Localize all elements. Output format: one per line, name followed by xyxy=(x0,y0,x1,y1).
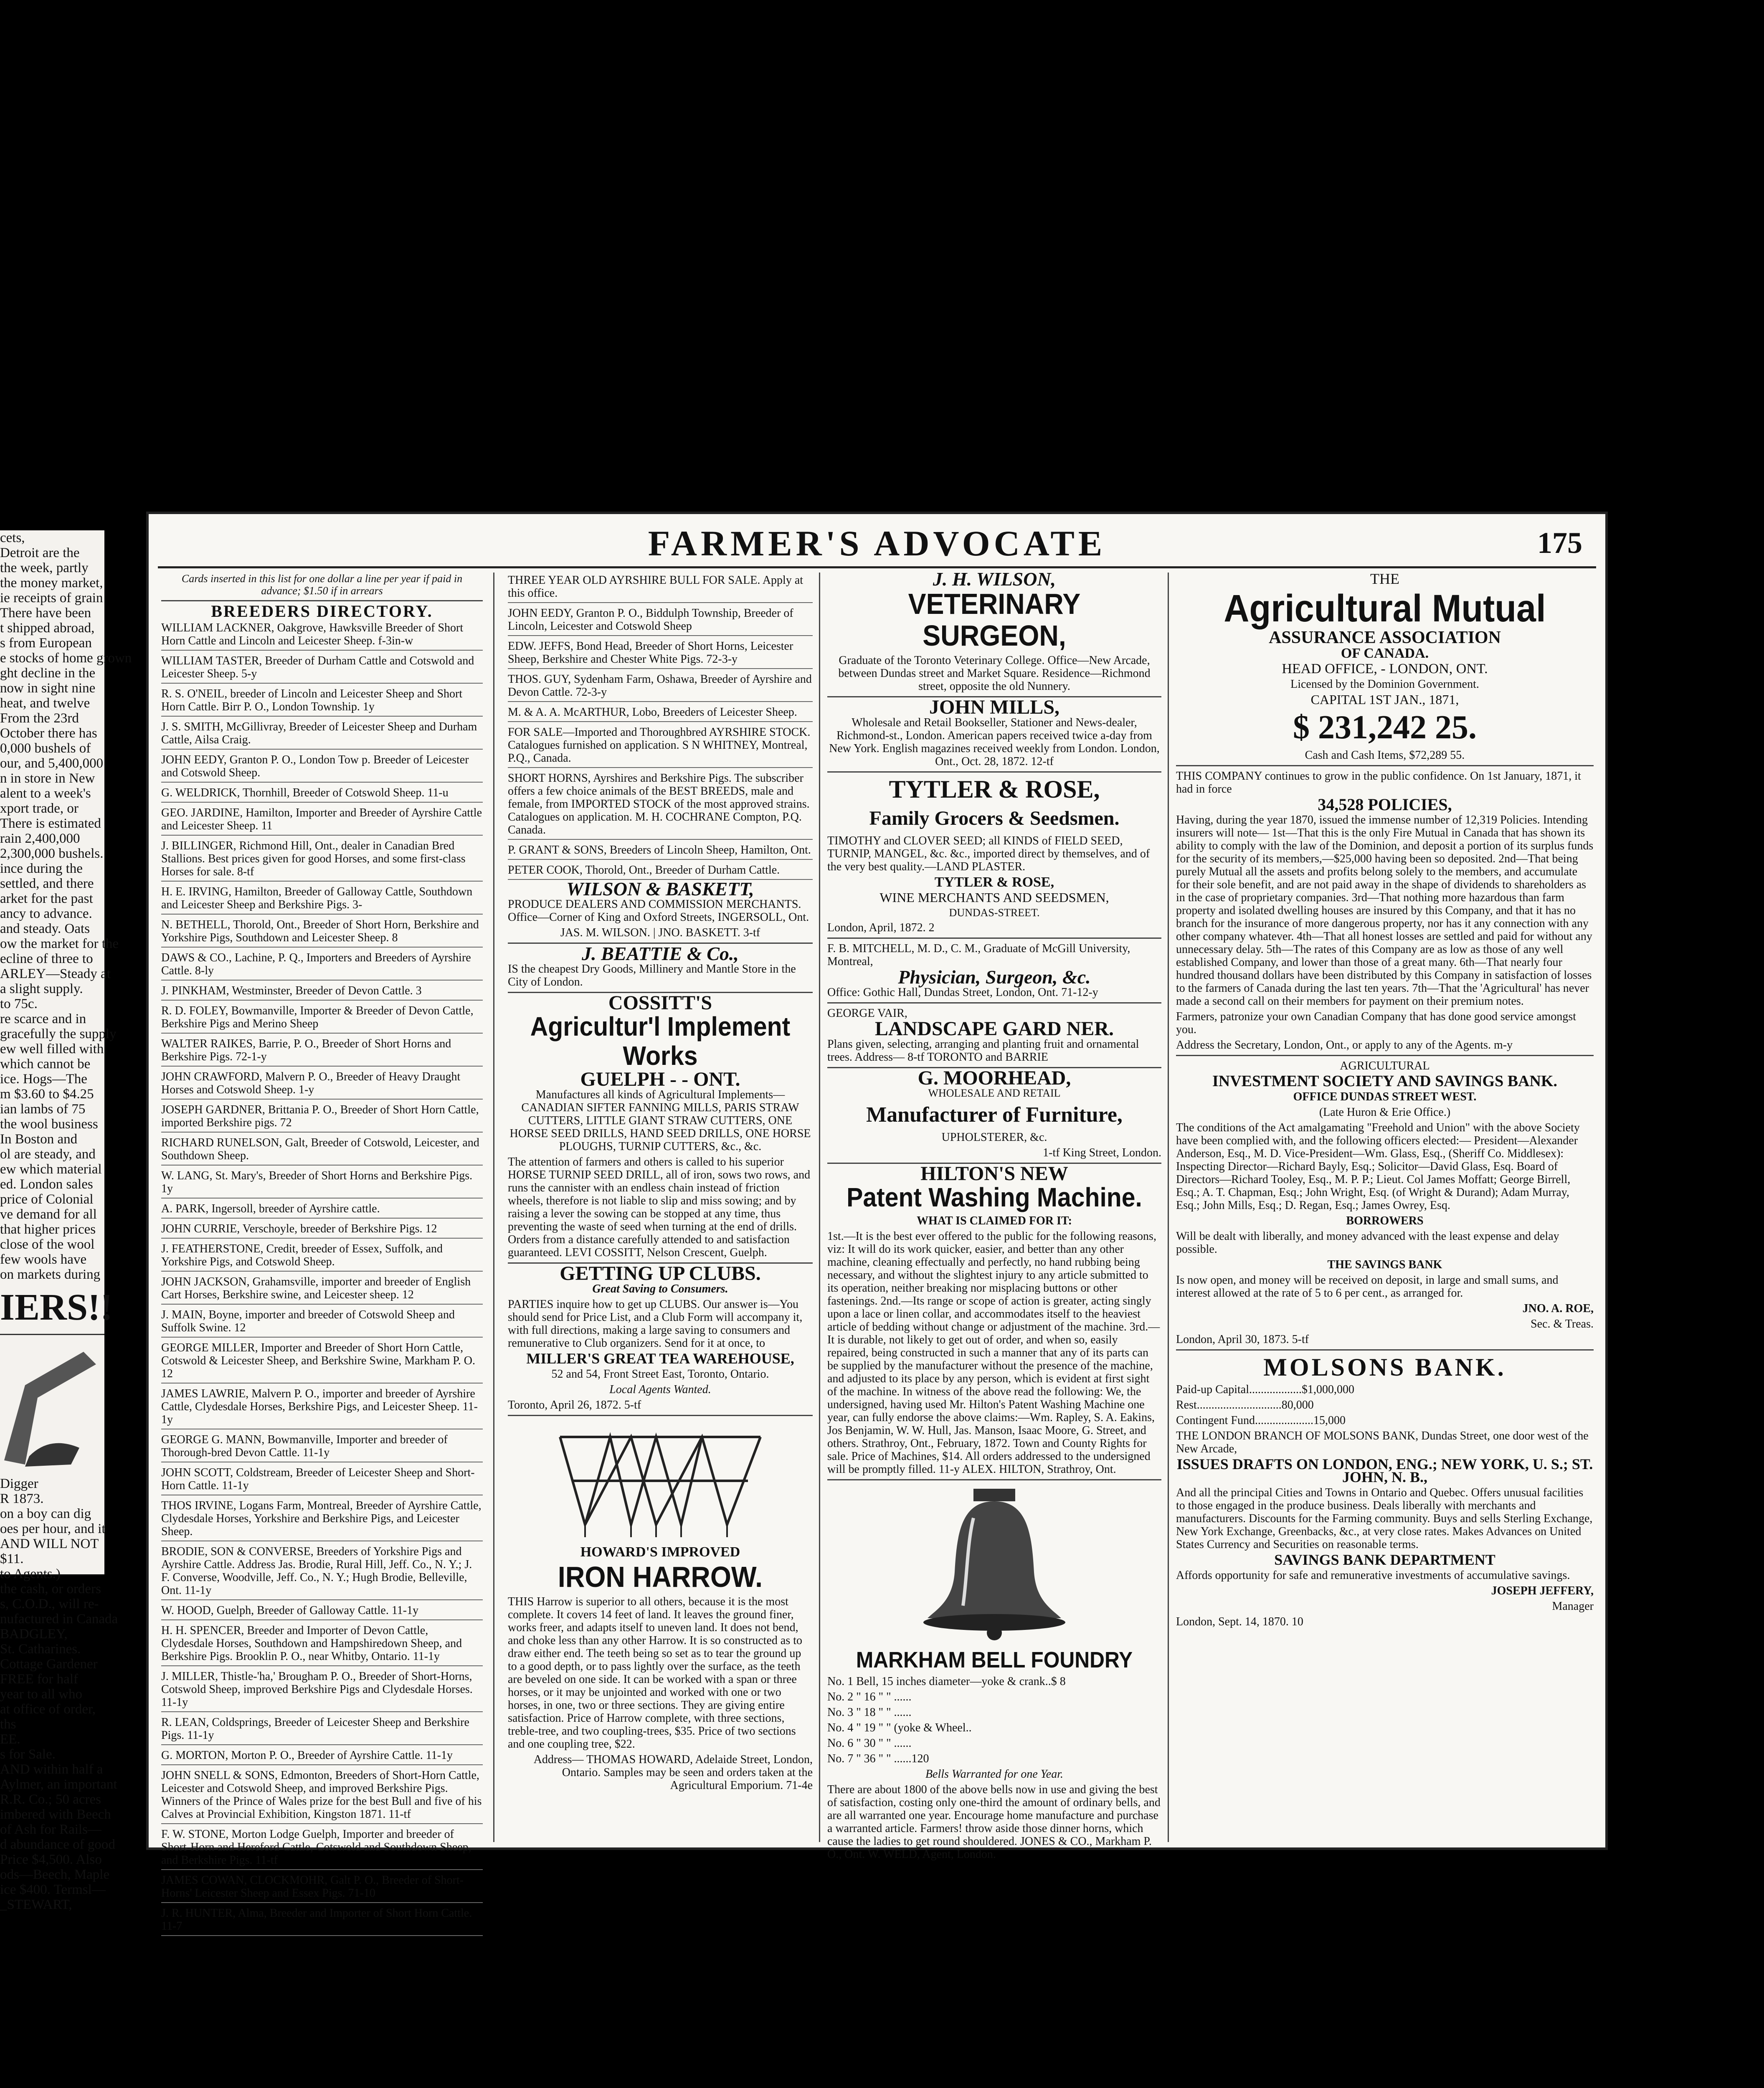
previous-page-line: to Agents.) xyxy=(0,1566,61,1581)
previous-page-line: re scarce and in xyxy=(0,1011,86,1026)
divider xyxy=(827,771,1161,773)
directory-entry: J. PINKHAM, Westminster, Breeder of Devon Cattle. 3 xyxy=(161,983,483,1001)
vair-title: LANDSCAPE GARD NER. xyxy=(874,1018,1114,1040)
investment-body: The conditions of the Act amalgamating "Freehold and Union" with the above Society have been complied with, and the following officers elected:— President—Alexander Anderson, Esq., M. D. Vice-President—Wm. Glass, Esq., (Sheriff Co. Middlesex): Inspecting Director—Richard Bayly, Esq.; Solicitor—David Glass, Esq. Board of Directors—Richard Tooley, Esq., M. P. P.; Lieut. Col James Moffatt; George Birrell, Esq.; A. T. Chapman, Esq.; John Wright, Esq. (of Wright & Durand); Adam Murray, Esq.; John Mills, Esq.; D. Regan, Esq.; James Owrey, Esq. xyxy=(1176,1121,1580,1212)
agricultural-label: AGRICULTURAL xyxy=(1340,1059,1430,1072)
previous-page-line: ice $400. Termsl— xyxy=(0,1882,106,1897)
classified-entry: M. & A. A. McARTHUR, Lobo, Breeders of Leicester Sheep. xyxy=(508,704,813,722)
classified-entry: JOHN EEDY, Granton P. O., Biddulph Township, Breeder of Lincoln, Leicester and Cotswold Sheep xyxy=(508,606,813,636)
tea-warehouse-name: MILLER'S GREAT TEA WAREHOUSE, xyxy=(526,1350,794,1367)
moorhead-title: G. MOORHEAD, xyxy=(917,1067,1071,1089)
previous-page-text-2 xyxy=(0,1476,118,1912)
previous-page-line: settled, and there xyxy=(0,876,94,891)
directory-entry: W. HOOD, Guelph, Breeder of Galloway Cattle. 11-1y xyxy=(161,1603,483,1620)
previous-page-line: R 1873. xyxy=(0,1491,44,1506)
directory-notice: Cards inserted in this list for one dollar a line per year if paid in advance; $1.50 if in arrears xyxy=(181,573,463,597)
classified-entry: FOR SALE—Imported and Thoroughbred AYRSHIRE STOCK. Catalogues furnished on application. S N WHITNEY, Montreal, P.Q., Canada. xyxy=(508,725,813,768)
column-divider xyxy=(1168,573,1169,1842)
issues-drafts: ISSUES DRAFTS ON LONDON, ENG.; NEW YORK, U. S.; ST. JOHN, N. B., xyxy=(1176,1456,1593,1485)
previous-page-line: R.R. Co.; 50 acres xyxy=(0,1792,101,1807)
divider xyxy=(161,600,483,601)
previous-page-line: There have been xyxy=(0,606,91,621)
john-mills-body: Wholesale and Retail Bookseller, Stationer and News-dealer, Richmond-st., London. American papers received twice a-day from New York. English magazines received weekly from London. London, Ont., Oct. 28, 1872. 12-tf xyxy=(829,716,1160,768)
page-number: 175 xyxy=(1537,526,1582,560)
borrowers-body: Will be dealt with liberally, and money advanced with the least expense and delay possible. xyxy=(1176,1230,1559,1256)
column-breeders-directory xyxy=(161,573,483,1933)
directory-entry: J. MAIN, Boyne, importer and breeder of Cotswold Sheep and Suffolk Swine. 12 xyxy=(161,1307,483,1338)
previous-page-line: $11. xyxy=(0,1551,24,1566)
divider xyxy=(1176,1349,1594,1351)
clubs-title: GETTING UP CLUBS. xyxy=(560,1262,761,1285)
previous-page-line: the wool business xyxy=(0,1117,98,1132)
previous-page-line: Price $4,500. Also xyxy=(0,1852,102,1867)
column-divider xyxy=(493,573,494,1842)
directory-entry: H. E. IRVING, Hamilton, Breeder of Galloway Cattle, Southdown and Leicester Sheep and Berkshire Pigs. 3- xyxy=(161,884,483,915)
late-huron: (Late Huron & Erie Office.) xyxy=(1319,1106,1451,1119)
borrowers-title: BORROWERS xyxy=(1346,1214,1424,1227)
capital-label: CAPITAL 1ST JAN., 1871, xyxy=(1310,692,1459,707)
previous-page-line: the cash, or orders xyxy=(0,1581,101,1596)
manager-title: Manager xyxy=(1552,1600,1594,1613)
previous-page-line: price of Colonial xyxy=(0,1192,94,1207)
mitchell-office: Office: Gothic Hall, Dundas Street, London, Ont. 71-12-y xyxy=(827,986,1098,999)
wilson-baskett-body: PRODUCE DEALERS AND COMMISSION MERCHANTS. Office—Corner of King and Oxford Streets, INGERSOLL, Ont. xyxy=(508,898,809,924)
previous-page-line: the week, partly xyxy=(0,560,89,575)
cossitt-heading: Agricultur'l Implement Works xyxy=(530,1011,791,1071)
cossitt-text: The attention of farmers and others is called to his superior HORSE TURNIP SEED DRILL, all of iron, sows two rows, and runs the cannister with an endless chain instead of friction wheels, therefore is not liable to slip and miss sowing; and by raising a lever the sowing can be stopped at any time, thus preventing the waste of seed when turning at the end of drills. Orders from a distance carefully attended to and satisfaction guaranteed. LEVI COSSITT, Nelson Crescent, Guelph. xyxy=(508,1155,811,1259)
page-title: FARMER'S ADVOCATE xyxy=(648,523,1106,563)
directory-entry: F. W. STONE, Morton Lodge Guelph, Importer and breeder of Short-Horn and Hereford Cattle, Cotswold and Southdown Sheep, and Berkshire Pigs. 11-tf xyxy=(161,1827,483,1870)
previous-page-line: on a boy can dig xyxy=(0,1506,91,1521)
previous-page-line: alent to a week's xyxy=(0,786,91,801)
directory-entry: R. D. FOLEY, Bowmanville, Importer & Breeder of Devon Cattle, Berkshire Pigs and Merino Sheep xyxy=(161,1003,483,1034)
john-mills-title: JOHN MILLS, xyxy=(929,696,1060,718)
roe-date: London, April 30, 1873. 5-tf xyxy=(1176,1333,1309,1346)
directory-entry: N. BETHELL, Thorold, Ont., Breeder of Short Horn, Berkshire and Yorkshire Pigs, Southdown and Leicester Sheep. 8 xyxy=(161,917,483,948)
harrow-address: Address— THOMAS HOWARD, Adelaide Street, London, Ontario. Samples may be seen and orders taken at the Agricultural Emporium. 71-4e xyxy=(533,1753,813,1792)
previous-page-line: the money market, xyxy=(0,575,103,590)
column-divider xyxy=(819,573,820,1842)
head-office: HEAD OFFICE, - LONDON, ONT. xyxy=(1282,661,1488,677)
column-three xyxy=(827,568,1161,1861)
previous-page-line: ol are steady, and xyxy=(0,1147,96,1162)
previous-page-line: few wools have xyxy=(0,1252,87,1267)
previous-page-line: ince during the xyxy=(0,861,83,876)
previous-page-line: and steady. Oats xyxy=(0,921,90,936)
previous-page-strip xyxy=(0,530,132,1912)
previous-page-line: EE. xyxy=(0,1732,20,1747)
classified-entry: EDW. JEFFS, Bond Head, Breeder of Short Horns, Leicester Sheep, Berkshire and Chester White Pigs. 72-3-y xyxy=(508,639,813,669)
harrow-body: THIS Harrow is superior to all others, because it is the most complete. It covers 14 feet of land. It leaves the ground finer, works freer, and adapts itself to uneven land. It does not bend, and choke less than any other Harrow. It is so constructed as to draw either end. The teeth being so set as to tear the ground up to a good depth, or to pass lightly over the surface, as the teeth are beveled on one side. It can be worked with a span or three horses, or it may be unjointed and worked with one or two horses, in one, two or three sections. They are giving entire satisfaction. Price of Harrow complete, with three sections, treble-tree, and two coupling-trees, $35. Price of two sections and one coupling tree, $22. xyxy=(508,1595,802,1751)
previous-page-line: In Boston and xyxy=(0,1132,78,1147)
previous-page-line: xport trade, or xyxy=(0,801,79,816)
moorhead-body: UPHOLSTERER, &c. xyxy=(941,1131,1047,1144)
wilson-baskett-title: WILSON & BASKETT, xyxy=(566,878,754,900)
cossitt-products: Manufactures all kinds of Agricultural Implements— CANADIAN SIFTER FANNING MILLS, PARIS STRAW CUTTERS, LITTLE GIANT STRAW CUTTERS, ONE HORSE SEED DRILLS, HAND SEED DRILLS, ONE HORSE PLOUGHS, TURNIP CUTTERS, &c., &c. xyxy=(509,1088,811,1153)
previous-page-line: close of the wool xyxy=(0,1237,95,1252)
classified-entry: PETER COOK, Thorold, Ont., Breeder of Durham Cattle. xyxy=(508,862,813,880)
previous-page-line: 2,300,000 bushels. xyxy=(0,846,104,861)
column-two xyxy=(508,573,813,1842)
cossitt-town: GUELPH - - ONT. xyxy=(580,1068,740,1090)
previous-page-line: s from European xyxy=(0,636,92,651)
directory-entry: JOHN JACKSON, Grahamsville, importer and breeder of English Cart Horses, Berkshire swine, and Leicester sheep. 12 xyxy=(161,1274,483,1305)
column-two-entries xyxy=(508,573,813,880)
the-label: THE xyxy=(1370,570,1399,587)
policies: 34,528 POLICIES, xyxy=(1318,795,1452,814)
directory-entry: WILLIAM LACKNER, Oakgrove, Hawksville Breeder of Short Horn Cattle and Lincoln and Leicester Sheep. f-3in-w xyxy=(161,620,483,651)
bell-price-list xyxy=(827,1675,1161,1765)
hilton-claimed: WHAT IS CLAIMED FOR IT: xyxy=(917,1214,1072,1227)
previous-page-line: ian lambs of 75 xyxy=(0,1102,86,1117)
previous-page-line: m $3.60 to $4.25 xyxy=(0,1087,94,1102)
vair-body: Plans given, selecting, arranging and planting fruit and ornamental trees. Address— 8-tf TORONTO and BARRIE xyxy=(827,1038,1139,1064)
bell-price-row: No. 7 " 36 " " ......120 xyxy=(827,1752,929,1765)
digger-illustration xyxy=(0,1334,104,1473)
previous-page-line: Digger xyxy=(0,1476,38,1491)
jh-wilson-title: J. H. WILSON, xyxy=(933,568,1056,590)
previous-page-line: ve demand for all xyxy=(0,1207,97,1222)
directory-entry: J. MILLER, Thistle-'ha,' Brougham P. O., Breeder of Short-Horns, Cotswold Sheep, improved Berkshire Pigs and Clydesdale Horses. 11-1y xyxy=(161,1669,483,1712)
previous-page-line: arket for the past xyxy=(0,891,93,906)
bell-illustration xyxy=(911,1485,1078,1643)
bell-warranted: Bells Warranted for one Year. xyxy=(925,1768,1064,1781)
previous-page-line: on markets during xyxy=(0,1267,101,1282)
jeffery-date: London, Sept. 14, 1870. 10 xyxy=(1176,1615,1303,1628)
previous-page-line: t shipped abroad, xyxy=(0,621,95,636)
previous-page-line: AND within half a xyxy=(0,1762,103,1777)
clubs-body: PARTIES inquire how to get up CLUBS. Our answer is—You should send for Price List, and a Club Form will accompany it, with full directions, making a large saving to consumers and remunerative to Club organizers. Send for it at once, to xyxy=(508,1298,803,1350)
divider xyxy=(827,1002,1161,1003)
previous-page-text xyxy=(0,530,132,1282)
molsons-body: THE LONDON BRANCH OF MOLSONS BANK, Dundas Street, one door west of the New Arcade, xyxy=(1176,1429,1589,1455)
previous-page-line: October there has xyxy=(0,726,97,741)
newspaper-page xyxy=(146,512,1608,1933)
directory-entry: BRODIE, SON & CONVERSE, Breeders of Yorkshire Pigs and Ayrshire Cattle. Address Jas. Brodie, Rural Hill, Jeff. Co., N. Y.; J. F. Converse, Woodville, Jeff. Co., N. Y.; Hugh Brodie, Belleville, Ont. 11-1y xyxy=(161,1544,483,1600)
classified-entry: THREE YEAR OLD AYRSHIRE BULL FOR SALE. Apply at this office. xyxy=(508,573,813,603)
classified-entry: SHORT HORNS, Ayrshires and Berkshire Pigs. The subscriber offers a few choice animals of the BEST BREEDS, male and female, from IMPORTED STOCK of the most approved strains. Catalogues on application. M. H. COCHRANE Compton, P.Q. Canada. xyxy=(508,770,813,840)
roe-name: JNO. A. ROE, xyxy=(1522,1302,1594,1315)
previous-page-line: _STEWART, xyxy=(0,1897,72,1912)
previous-page-line: ods—Beech, Maple xyxy=(0,1867,110,1882)
cash-items: Cash and Cash Items, $72,289 55. xyxy=(1305,749,1465,762)
previous-page-line: e stocks of home grown xyxy=(0,651,132,666)
harrow-illustration xyxy=(547,1420,773,1541)
directory-entry: WALTER RAIKES, Barrie, P. O., Breeder of Short Horns and Berkshire Pigs. 72-1-y xyxy=(161,1036,483,1067)
savings-bank-body: Is now open, and money will be received on deposit, in large and small sums, and interest allowed at the rate of 5 to 6 per cent., as arranged for. xyxy=(1176,1274,1559,1300)
previous-page-line: There is estimated xyxy=(0,816,101,831)
directory-entry: JOHN SNELL & SONS, Edmonton, Breeders of Short-Horn Cattle, Leicester and Cotswold Sheep, and improved Berkshire Pigs. Winners of the Prince of Wales prize for the best Bull and five of his Calves at Provincial Exhibition, Kingston 1871. 11-tf xyxy=(161,1768,483,1824)
moorhead-street: 1-tf King Street, London. xyxy=(1043,1146,1161,1159)
savings-bank-department: SAVINGS BANK DEPARTMENT xyxy=(1274,1551,1495,1568)
vair-name: GEORGE VAIR, xyxy=(827,1007,907,1020)
previous-page-line: that higher prices xyxy=(0,1222,96,1237)
previous-page-line: ed. London sales xyxy=(0,1177,93,1192)
directory-entry: JOHN SCOTT, Coldstream, Breeder of Leicester Sheep and Short-Horn Cattle. 11-1y xyxy=(161,1465,483,1495)
directory-entry: JOHN CURRIE, Verschoyle, breeder of Berkshire Pigs. 12 xyxy=(161,1221,483,1239)
masthead-rule xyxy=(158,566,1596,568)
directory-entry: GEORGE MILLER, Importer and Breeder of Short Horn Cattle, Cotswold & Leicester Sheep, and Berkshire Swine, Markham P. O. 12 xyxy=(161,1340,483,1384)
previous-page-line: oes per hour, and it xyxy=(0,1521,106,1536)
moorhead-heading: Manufacturer of Furniture, xyxy=(866,1103,1123,1127)
directory-entry: RICHARD RUNELSON, Galt, Breeder of Cotswold, Leicester, and Southdown Sheep. xyxy=(161,1135,483,1166)
savings-bank-title: THE SAVINGS BANK xyxy=(1327,1258,1442,1271)
previous-page-line: to 75c. xyxy=(0,996,38,1011)
bell-price-row: No. 4 " 19 " " (yoke & Wheel.. xyxy=(827,1721,972,1734)
previous-page-line: a slight supply. xyxy=(0,981,83,996)
previous-page-line: at office of order, xyxy=(0,1702,96,1717)
previous-page-line: gracefully the supply xyxy=(0,1026,117,1041)
previous-page-line: ths xyxy=(0,1717,16,1732)
previous-page-line: ew which material xyxy=(0,1162,102,1177)
directory-entry: JOHN CRAWFORD, Malvern P. O., Breeder of Heavy Draught Horses and Cotswold Sheep. 1-y xyxy=(161,1069,483,1100)
previous-page-line: cets, xyxy=(0,530,25,545)
directory-entry: JAMES LAWRIE, Malvern P. O., importer and breeder of Ayrshire Cattle, Clydesdale Horses, Berkshire Pigs, and Leicester Sheep. 11-1y xyxy=(161,1386,483,1429)
previous-page-line: our, and 5,400,000 xyxy=(0,756,104,771)
previous-page-line: which cannot be xyxy=(0,1057,91,1072)
column-four xyxy=(1176,570,1594,1842)
previous-page-line: ice. Hogs—The xyxy=(0,1072,87,1087)
previous-page-line: ew well filled with xyxy=(0,1041,104,1057)
company-body-2: Having, during the year 1870, issued the immense number of 12,319 Policies. Intending insurers will note— 1st—That this is the only Fire Mutual in Canada that has shown its ability to comply with the law of the Dominion, and deposit a portion of its surplus funds for the security of its members,—$25,000 having been so deposited. 2nd—That being purely Mutual all the assets and profits belong solely to the members, and accumulate for their sole benefit, and are not paid away in the shape of dividends to shareholders as in the case of proprietary companies. 3rd—That nothing more hazardous than farm property and isolated dwelling houses are insured by this Company, and that it has no branch for the insurance of more dangerous property, nor has it any connection with any other company whatever. 4th—That all honest losses are settled and paid for without any unnecessary delay. 5th—The rates of this Company are as low as those of any well established Company, and lower than those of a great many. 6th—That nearly four hundred thousand dollars have been distributed by this Company in satisfaction of losses to the farmers of Canada during the last ten years. 7th—That the 'Agricultural' has never made a second call on their members for payment on their premium notes. xyxy=(1176,813,1594,1008)
previous-page-line: imbered with Beech xyxy=(0,1807,111,1822)
directory-entries xyxy=(161,620,483,1936)
bell-price-row: No. 3 " 18 " " ...... xyxy=(827,1706,912,1719)
office-dundas: OFFICE DUNDAS STREET WEST. xyxy=(1293,1090,1477,1103)
directory-entry: J. S. SMITH, McGillivray, Breeder of Leicester Sheep and Durham Cattle, Ailsa Craig. xyxy=(161,719,483,750)
previous-page-line: BADGLEY, xyxy=(0,1627,68,1642)
company-body: THIS COMPANY continues to grow in the public confidence. On 1st January, 1871, it had in force xyxy=(1176,770,1581,796)
tytler-rose-title: TYTLER & ROSE, xyxy=(889,775,1100,803)
directory-entry: H. H. SPENCER, Breeder and Importer of Devon Cattle, Clydesdale Horses, Southdown and Hampshiredown Sheep, and Berkshire Pigs. Brooklin P. O., near Whitby, Ontario. 11-1y xyxy=(161,1623,483,1666)
previous-page-line: year to all who xyxy=(0,1687,83,1702)
previous-page-line: St. Catharines. xyxy=(0,1642,81,1657)
hilton-body: 1st.—It is the best ever offered to the public for the following reasons, viz: It will do its work quicker, easier, and better than any other machine, cleaning effectually and perfectly, no hand rubbing being necessary, and without the slightest injury to any article submitted to its operation, neither breaking nor misplacing buttons or other fastenings. 2nd.—Its range or scope of action is greater, acting singly upon a lace or linen collar, and accommodates itself to the heaviest article of bedding without change or adjustment of the machine. 3rd.—It is durable, not likely to get out of order, and when so, easily repaired, being constructed in such a manner that any of its parts can be supplied by the manufacturer without the presence of the machine, and adjusted to its place by any person, which is evident at first sight of the machine. In witness of the above read the following: We, the undersigned, having used Mr. Hilton's Patent Washing Machine one year, can fully endorse the above claims:—Wm. Rapley, S. A. Eakins, Jos Benjamin, W. W. Hull, Jas. Manson, Isaac Moore, G. Street, and others. Strathroy, Ont., February, 1872. Town and County Rights for sale. Price of Machines, $14. All orders addressed to the undersigned will be promptly filled. 11-y ALEX. HILTON, Strathroy, Ont. xyxy=(827,1230,1160,1476)
farmers-note: Farmers, patronize your own Canadian Company that has done good service amongst you. xyxy=(1176,1010,1576,1036)
tytler-rose-subtitle-2: WINE MERCHANTS AND SEEDSMEN, xyxy=(879,890,1109,905)
directory-entry: JAMES COWAN, CLOCKMOHR, Galt P. O., Breeder of Short-Horns' Leicester Sheep and Essex Pigs. 71-10 xyxy=(161,1873,483,1903)
previous-page-heading: IERS!! xyxy=(0,1287,113,1328)
paid-up-capital: Paid-up Capital..................$1,000,000 xyxy=(1176,1383,1354,1396)
previous-page-line: FREE for half xyxy=(0,1672,78,1687)
bell-price-row: No. 2 " 16 " " ...... xyxy=(827,1690,912,1703)
previous-page-line: d abundance of good xyxy=(0,1837,115,1852)
directory-heading: BREEDERS DIRECTORY. xyxy=(211,602,433,621)
clubs-date: Toronto, April 26, 1872. 5-tf xyxy=(508,1399,641,1411)
agents-wanted: Local Agents Wanted. xyxy=(609,1383,711,1396)
savings-department-body: Affords opportunity for safe and remunerative investments of accumulative savings. xyxy=(1176,1569,1570,1582)
directory-entry: J. R. HUNTER, Alma, Breeder and Importer of Short Horn Cattle. 11-7 xyxy=(161,1906,483,1936)
divider xyxy=(508,1415,813,1416)
rest: Rest.............................80,000 xyxy=(1176,1399,1314,1411)
directory-entry: THOS IRVINE, Logans Farm, Montreal, Breeder of Ayrshire Cattle, Clydesdale Horses, Yorkshire and Berkshire Pigs, and Leicester Sheep. xyxy=(161,1498,483,1541)
wilson-baskett-names: JAS. M. WILSON. | JNO. BASKETT. 3-tf xyxy=(560,926,760,939)
bell-foundry-title: MARKHAM BELL FOUNDRY xyxy=(856,1647,1133,1672)
hilton-title: HILTON'S NEW xyxy=(920,1163,1068,1185)
veterinary-surgeon-title: VETERINARY SURGEON, xyxy=(908,588,1081,652)
directory-entry: R. LEAN, Coldsprings, Breeder of Leicester Sheep and Berkshire Pigs. 11-1y xyxy=(161,1715,483,1745)
directory-entry: JOHN EEDY, Granton P. O., London Tow p. Breeder of Leicester and Cotswold Sheep. xyxy=(161,752,483,783)
previous-page-line: ARLEY—Steady at xyxy=(0,966,111,981)
harrow-caption: HOWARD'S IMPROVED xyxy=(580,1544,740,1560)
previous-page-line: of Ash for Rails— xyxy=(0,1822,101,1837)
divider xyxy=(1176,1055,1594,1056)
beattie-title: J. BEATTIE & Co., xyxy=(582,943,739,964)
classified-entry: THOS. GUY, Sydenham Farm, Oshawa, Breeder of Ayrshire and Devon Cattle. 72-3-y xyxy=(508,672,813,702)
divider xyxy=(1176,765,1594,766)
investment-society-title: INVESTMENT SOCIETY AND SAVINGS BANK. xyxy=(1212,1072,1558,1090)
previous-page-line: ie receipts of grain xyxy=(0,590,103,606)
beattie-body: IS the cheapest Dry Goods, Millinery and Mantle Store in the City of London. xyxy=(508,963,796,988)
previous-page-line: Detroit are the xyxy=(0,545,80,560)
previous-page-line: AND WILL NOT xyxy=(0,1536,99,1551)
previous-page-line: s, C.O.D., will re- xyxy=(0,1596,99,1612)
directory-entry: WILLIAM TASTER, Breeder of Durham Cattle and Cotswold and Leicester Sheep. 5-y xyxy=(161,653,483,684)
of-canada: OF CANADA. xyxy=(1341,646,1429,661)
previous-page-line: ow the market for the xyxy=(0,936,119,951)
contingent-fund: Contingent Fund....................15,000 xyxy=(1176,1414,1346,1427)
previous-page-line: ancy to advance. xyxy=(0,906,92,921)
previous-page-line: Aylmer, an important xyxy=(0,1777,117,1792)
previous-page-line: rain 2,400,000 xyxy=(0,831,80,846)
clubs-subtitle: Great Saving to Consumers. xyxy=(592,1282,728,1295)
masthead xyxy=(149,522,1605,564)
directory-entry: W. LANG, St. Mary's, Breeder of Short Horns and Berkshire Pigs. 1y xyxy=(161,1168,483,1199)
jeffery-name: JOSEPH JEFFERY, xyxy=(1491,1584,1594,1597)
previous-page-line: ecline of three to xyxy=(0,951,93,966)
moorhead-subtitle: WHOLESALE AND RETAIL xyxy=(928,1087,1061,1099)
tea-warehouse-address: 52 and 54, Front Street East, Toronto, Ontario. xyxy=(551,1368,769,1381)
tytler-rose-body: TIMOTHY and CLOVER SEED; all KINDS of FIELD SEED, TURNIP, MANGEL, &c. &c., imported direct by themselves, and of the very best quality.—LAND PLASTER. xyxy=(827,834,1150,873)
mitchell-title: Physician, Surgeon, &c. xyxy=(898,966,1091,988)
previous-page-line: 0,000 bushels of xyxy=(0,741,91,756)
assurance-association: ASSURANCE ASSOCIATION xyxy=(1269,628,1501,647)
directory-entry: GEO. JARDINE, Hamilton, Importer and Breeder of Ayrshire Cattle and Leicester Sheep. 11 xyxy=(161,805,483,836)
classified-entry: P. GRANT & SONS, Breeders of Lincoln Sheep, Hamilton, Ont. xyxy=(508,842,813,860)
divider xyxy=(827,938,1161,939)
licensed: Licensed by the Dominion Government. xyxy=(1290,678,1479,691)
directory-entry: DAWS & CO., Lachine, P. Q., Importers and Breeders of Ayrshire Cattle. 8-ly xyxy=(161,950,483,981)
directory-entry: R. S. O'NEIL, breeder of Lincoln and Leicester Sheep and Short Horn Cattle. Birr P. O., London Township. 1y xyxy=(161,686,483,717)
mitchell-body: F. B. MITCHELL, M. D., C. M., Graduate of McGill University, Montreal, xyxy=(827,942,1130,968)
previous-page-line: ght decline in the xyxy=(0,666,96,681)
hilton-heading: Patent Washing Machine. xyxy=(847,1182,1142,1212)
molsons-bank-title: MOLSONS BANK. xyxy=(1263,1353,1506,1381)
harrow-title: IRON HARROW. xyxy=(558,1561,763,1593)
previous-page-line: s for Sale. xyxy=(0,1747,56,1762)
tytler-rose-date: London, April, 1872. 2 xyxy=(827,921,935,934)
agricultural-mutual-title: Agricultural Mutual xyxy=(1224,587,1546,630)
molsons-body-2: And all the principal Cities and Towns in Ontario and Quebec. Offers unusual facilities to those engaged in the produce business. Deals liberally with merchants and manufacturers. Discounts for the Farming community. Buys and sells Sterling Exchange, New York Exchange, Greenbacks, &c., at very close rates. Makes Advances on United States Currency and Securities on reasonable terms. xyxy=(1176,1486,1593,1551)
secretary-address: Address the Secretary, London, Ont., or apply to any of the Agents. m-y xyxy=(1176,1039,1513,1052)
bell-price-row: No. 1 Bell, 15 inches diameter—yoke & crank..$ 8 xyxy=(827,1675,1066,1688)
directory-entry: GEORGE G. MANN, Bowmanville, Importer and breeder of Thorough-bred Devon Cattle. 11-1y xyxy=(161,1432,483,1462)
directory-entry: J. FEATHERSTONE, Credit, breeder of Essex, Suffolk, and Yorkshire Pigs, and Cotswold Sheep. xyxy=(161,1241,483,1272)
tytler-rose-title-2: TYTLER & ROSE, xyxy=(934,874,1054,890)
directory-entry: J. BILLINGER, Richmond Hill, Ont., dealer in Canadian Bred Stallions. Best prices given for good Horses, and some first-class Horses for sale. 8-tf xyxy=(161,838,483,882)
previous-page-line: Cottage Gardener xyxy=(0,1657,98,1672)
previous-page-line: n in store in New xyxy=(0,771,95,786)
directory-entry: G. MORTON, Morton P. O., Breeder of Ayrshire Cattle. 11-1y xyxy=(161,1748,483,1765)
previous-page-line: nufactured in Canada xyxy=(0,1612,118,1627)
previous-page-line: now in sight nine xyxy=(0,681,96,696)
capital-amount: $ 231,242 25. xyxy=(1293,709,1477,746)
directory-entry: G. WELDRICK, Thornhill, Breeder of Cotswold Sheep. 11-u xyxy=(161,785,483,803)
bell-price-row: No. 6 " 30 " " ...... xyxy=(827,1737,912,1750)
roe-title: Sec. & Treas. xyxy=(1531,1318,1594,1330)
divider xyxy=(827,1479,1161,1480)
previous-page-line: heat, and twelve xyxy=(0,696,90,711)
bell-body: There are about 1800 of the above bells now in use and giving the best of satisfaction, costing only one-third the amount of ordinary bells, and are all warranted one year. Encourage home manufacture and purchase a warranted article. Farmers! throw aside those dinner horns, which cause the ladies to get round shouldered. JONES & CO., Markham P. O., Ont. W. WELD, Agent, London. xyxy=(827,1783,1161,1861)
tytler-rose-subtitle: Family Grocers & Seedsmen. xyxy=(869,807,1120,829)
directory-entry: A. PARK, Ingersoll, breeder of Ayrshire cattle. xyxy=(161,1201,483,1219)
tytler-rose-street: DUNDAS-STREET. xyxy=(949,907,1040,919)
directory-entry: JOSEPH GARDNER, Brittania P. O., Breeder of Short Horn Cattle, imported Berkshire pigs. 72 xyxy=(161,1102,483,1133)
previous-page-line: From the 23rd xyxy=(0,711,79,726)
veterinary-body: Graduate of the Toronto Veterinary College. Office—New Arcade, between Dundas street and Market Square. Residence—Richmond street, opposite the old Nunnery. xyxy=(838,654,1151,693)
cossitt-title: COSSITT'S xyxy=(608,992,712,1014)
